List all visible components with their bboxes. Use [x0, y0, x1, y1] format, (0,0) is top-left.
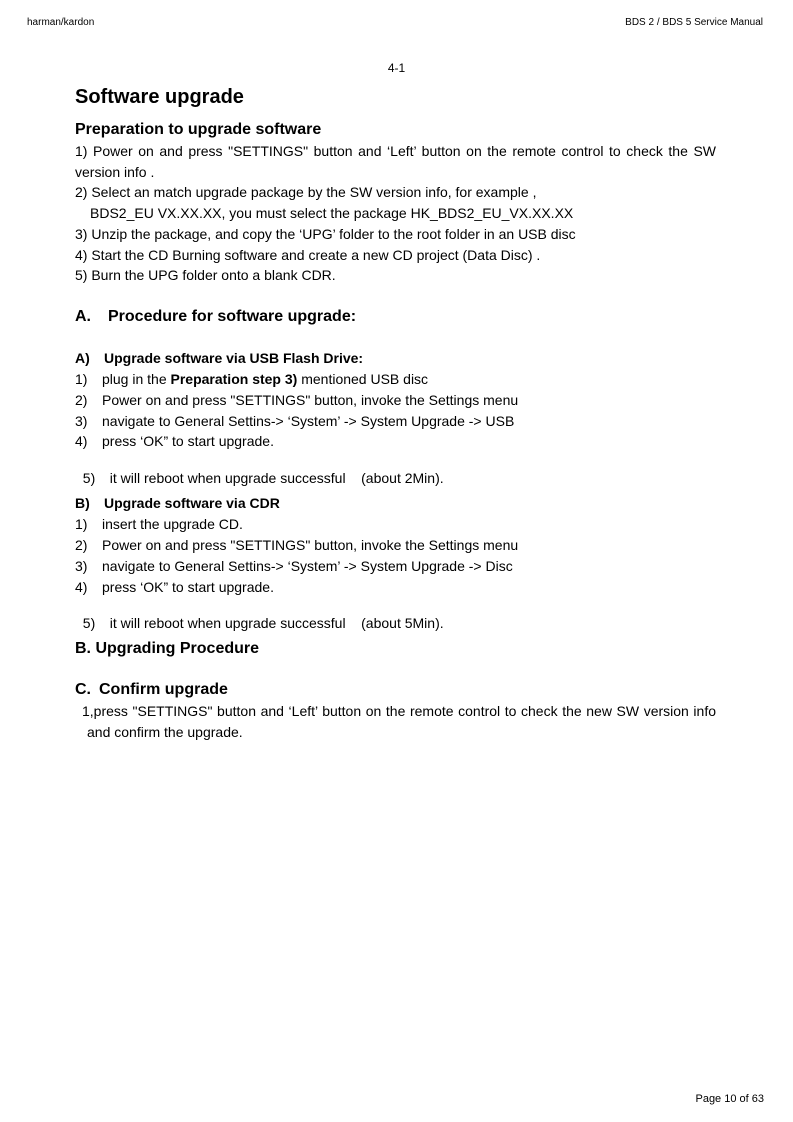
usb-step [75, 433, 274, 449]
usb-step-text: Power on and press "SETTINGS" button, invoke the Settings menu [102, 392, 519, 408]
usb-step-text: plug in the [102, 371, 171, 387]
usb-step-text: it will reboot when upgrade successful (about 2Min). [109, 470, 444, 486]
header-brand: harman/kardon [27, 17, 95, 28]
preparation-step-5: 5) Burn the UPG folder onto a blank CDR. [75, 267, 336, 283]
usb-step-number: 3) [75, 413, 88, 429]
cdr-step [75, 599, 444, 631]
preparation-step-1-cont: version info . [75, 164, 155, 180]
page-label: 4-1 [387, 61, 406, 75]
usb-letter: A) [75, 350, 90, 366]
preparation-step-1: 1) Power on and press "SETTINGS" button and ‘Left’ button on the remote control to check the SW [75, 143, 716, 159]
cdr-step-number: 5) [82, 615, 96, 631]
section-c-heading [75, 681, 228, 699]
preparation-step-2-cont: BDS2_EU VX.XX.XX, you must select the package HK_BDS2_EU_VX.XX.XX [90, 205, 574, 221]
usb-step [75, 454, 444, 486]
preparation-step-2: 2) Select an match upgrade package by the SW version info, for example , [75, 184, 537, 200]
preparation-heading: Preparation to upgrade software [75, 121, 322, 138]
section-a-title: Procedure for software upgrade: [108, 308, 357, 325]
usb-step-number: 4) [75, 433, 88, 449]
cdr-step-text: Power on and press "SETTINGS" button, invoke the Settings menu [102, 537, 519, 553]
usb-step-text: navigate to General Settins-> ‘System’ -> System Upgrade -> USB [102, 413, 515, 429]
confirm-step-1-cont: and confirm the upgrade. [87, 724, 243, 740]
cdr-step-text: press ‘OK” to start upgrade. [102, 579, 274, 595]
section-c-title: Confirm upgrade [99, 681, 228, 698]
cdr-step [75, 558, 513, 574]
cdr-step-number: 2) [75, 537, 88, 553]
usb-step-bold-ref: Preparation step 3) [170, 371, 298, 387]
cdr-title: Upgrade software via CDR [104, 495, 280, 511]
cdr-letter: B) [75, 495, 90, 511]
cdr-step-number: 1) [75, 516, 88, 532]
usb-step [75, 371, 428, 387]
usb-step-text: mentioned USB disc [297, 371, 429, 387]
page-title: Software upgrade [75, 86, 244, 108]
usb-step-number: 2) [75, 392, 88, 408]
usb-step-text: press ‘OK” to start upgrade. [102, 433, 274, 449]
cdr-heading [75, 495, 280, 511]
usb-step-number: 5) [82, 470, 96, 486]
usb-title: Upgrade software via USB Flash Drive: [104, 350, 364, 366]
section-a-heading [75, 308, 356, 326]
preparation-step-3: 3) Unzip the package, and copy the ‘UPG’ folder to the root folder in an USB disc [75, 226, 576, 242]
cdr-step-number: 3) [75, 558, 88, 574]
cdr-step [75, 579, 274, 595]
usb-step [75, 413, 514, 429]
preparation-step-4: 4) Start the CD Burning software and create a new CD project (Data Disc) . [75, 247, 541, 263]
usb-step-number: 1) [75, 371, 88, 387]
cdr-step-text: insert the upgrade CD. [102, 516, 243, 532]
footer-page-number: Page 10 of 63 [695, 1093, 764, 1105]
cdr-step-number: 4) [75, 579, 88, 595]
cdr-step-text: it will reboot when upgrade successful (about 5Min). [109, 615, 444, 631]
section-c-letter: C. [75, 681, 91, 698]
usb-heading [75, 350, 363, 366]
cdr-step [75, 537, 518, 553]
section-b-heading: B. Upgrading Procedure [75, 640, 260, 657]
confirm-step-1: 1,press "SETTINGS" button and ‘Left’ button on the remote control to check the new SW version info [82, 703, 716, 719]
cdr-step-text: navigate to General Settins-> ‘System’ -> System Upgrade -> Disc [102, 558, 513, 574]
section-a-letter: A. [75, 308, 91, 325]
cdr-step [75, 516, 243, 532]
usb-step [75, 392, 518, 408]
header-manual-title: BDS 2 / BDS 5 Service Manual [625, 17, 763, 28]
